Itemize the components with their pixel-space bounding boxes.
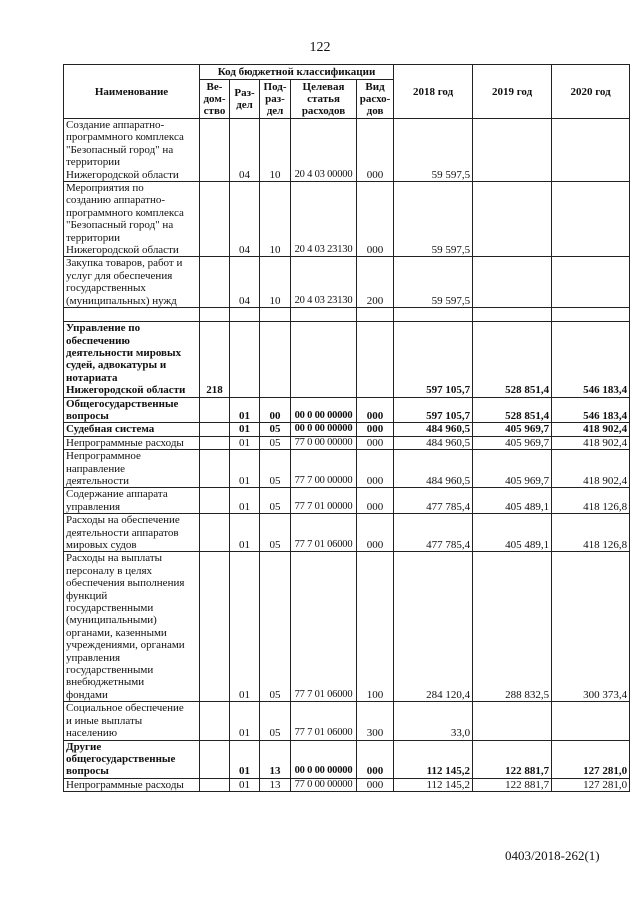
cell-podrazdel: 05 [260, 450, 291, 488]
cell-podrazdel: 00 [260, 397, 291, 423]
cell-2018: 484 960,5 [394, 436, 473, 449]
header-name: Наименование [64, 65, 200, 119]
spacer-cell [357, 308, 394, 322]
cell-podrazdel: 05 [260, 552, 291, 702]
cell-2018: 484 960,5 [394, 423, 473, 436]
header-ved: Ве- дом- ство [200, 80, 230, 119]
cell-name: Расходы на обеспечение деятельности аппаратов мировых судов [64, 514, 200, 552]
cell-2019 [473, 119, 552, 182]
cell-expense-type: 000 [357, 514, 394, 552]
cell-2020: 418 902,4 [552, 423, 630, 436]
cell-name: Непрограммное направление деятельности [64, 450, 200, 488]
cell-2020: 300 373,4 [552, 552, 630, 702]
cell-podrazdel: 05 [260, 702, 291, 740]
cell-expense-type: 000 [357, 450, 394, 488]
cell-expense-type: 000 [357, 778, 394, 791]
header-2018: 2018 год [394, 65, 473, 119]
cell-ved [200, 450, 230, 488]
cell-target-article: 20 4 03 23130 [291, 182, 357, 257]
cell-2019 [473, 182, 552, 257]
cell-2020: 546 183,4 [552, 397, 630, 423]
header-vid: Вид расхо- дов [357, 80, 394, 119]
cell-ved [200, 397, 230, 423]
spacer-cell [473, 308, 552, 322]
header-razdel: Раз- дел [230, 80, 260, 119]
cell-2018: 112 145,2 [394, 778, 473, 791]
cell-2019: 405 969,7 [473, 436, 552, 449]
cell-razdel: 04 [230, 119, 260, 182]
cell-2019: 405 969,7 [473, 423, 552, 436]
header-2019: 2019 год [473, 65, 552, 119]
cell-razdel [230, 322, 260, 397]
cell-target-article: 77 0 00 00000 [291, 778, 357, 791]
cell-razdel: 01 [230, 397, 260, 423]
cell-expense-type: 000 [357, 397, 394, 423]
page-number: 122 [309, 40, 331, 55]
cell-podrazdel: 05 [260, 514, 291, 552]
cell-expense-type: 000 [357, 119, 394, 182]
cell-razdel: 01 [230, 436, 260, 449]
cell-target-article: 77 7 01 06000 [291, 514, 357, 552]
header-2020: 2020 год [552, 65, 630, 119]
cell-2018: 33,0 [394, 702, 473, 740]
cell-razdel: 04 [230, 257, 260, 308]
cell-2020: 418 902,4 [552, 436, 630, 449]
cell-ved [200, 423, 230, 436]
cell-podrazdel [260, 322, 291, 397]
spacer-cell [64, 308, 200, 322]
cell-2020 [552, 119, 630, 182]
document-code: 0403/2018-262(1) [505, 848, 600, 863]
table-row [64, 740, 630, 778]
cell-razdel: 01 [230, 778, 260, 791]
cell-target-article: 77 0 00 00000 [291, 436, 357, 449]
cell-podrazdel: 10 [260, 257, 291, 308]
cell-razdel: 01 [230, 740, 260, 778]
cell-2020: 418 126,8 [552, 514, 630, 552]
cell-razdel: 04 [230, 182, 260, 257]
cell-expense-type: 200 [357, 257, 394, 308]
cell-expense-type: 300 [357, 702, 394, 740]
table-row [64, 488, 630, 514]
cell-podrazdel: 10 [260, 182, 291, 257]
table-row [64, 257, 630, 308]
header-podrazdel: Под- раз- дел [260, 80, 291, 119]
table-row [64, 119, 630, 182]
cell-ved [200, 552, 230, 702]
cell-name: Общегосударственные вопросы [64, 397, 200, 423]
cell-expense-type [357, 322, 394, 397]
spacer-row [64, 308, 630, 322]
cell-2019 [473, 702, 552, 740]
header-classification-group: Код бюджетной классификации [200, 65, 394, 80]
budget-body [64, 119, 630, 792]
cell-2018: 484 960,5 [394, 450, 473, 488]
cell-name: Закупка товаров, работ и услуг для обеспечения государственных (муниципальных) нужд [64, 257, 200, 308]
cell-ved [200, 740, 230, 778]
cell-target-article: 77 7 01 06000 [291, 702, 357, 740]
cell-name: Мероприятия по созданию аппаратно- программного комплекса "Безопасный город" на территории Нижегородской области [64, 182, 200, 257]
cell-name: Социальное обеспечение и иные выплаты населению [64, 702, 200, 740]
cell-razdel: 01 [230, 450, 260, 488]
cell-2020 [552, 702, 630, 740]
cell-2018: 597 105,7 [394, 397, 473, 423]
spacer-cell [394, 308, 473, 322]
cell-podrazdel: 13 [260, 740, 291, 778]
table-row [64, 778, 630, 791]
cell-ved [200, 488, 230, 514]
cell-2020: 127 281,0 [552, 778, 630, 791]
cell-2018: 112 145,2 [394, 740, 473, 778]
cell-target-article: 00 0 00 00000 [291, 740, 357, 778]
cell-2018: 59 597,5 [394, 257, 473, 308]
header-row-1 [64, 65, 630, 80]
cell-2018: 597 105,7 [394, 322, 473, 397]
spacer-cell [230, 308, 260, 322]
cell-2020 [552, 182, 630, 257]
cell-2018: 477 785,4 [394, 514, 473, 552]
cell-ved [200, 182, 230, 257]
cell-podrazdel: 10 [260, 119, 291, 182]
table-row [64, 702, 630, 740]
cell-target-article: 20 4 03 23130 [291, 257, 357, 308]
cell-name: Управление по обеспечению деятельности мировых судей, адвокатуры и нотариата Нижегородской области [64, 322, 200, 397]
cell-name: Непрограммные расходы [64, 778, 200, 791]
table-row [64, 322, 630, 397]
cell-target-article: 77 7 00 00000 [291, 450, 357, 488]
cell-2019: 528 851,4 [473, 322, 552, 397]
cell-razdel: 01 [230, 552, 260, 702]
cell-podrazdel: 05 [260, 488, 291, 514]
cell-expense-type: 000 [357, 436, 394, 449]
cell-2019: 122 881,7 [473, 778, 552, 791]
cell-target-article: 20 4 03 00000 [291, 119, 357, 182]
cell-ved [200, 257, 230, 308]
table-row [64, 397, 630, 423]
cell-expense-type: 100 [357, 552, 394, 702]
cell-razdel: 01 [230, 702, 260, 740]
cell-2018: 477 785,4 [394, 488, 473, 514]
cell-name: Непрограммные расходы [64, 436, 200, 449]
cell-2019 [473, 257, 552, 308]
cell-expense-type: 000 [357, 488, 394, 514]
cell-name: Создание аппаратно- программного комплекса "Безопасный город" на территории Нижегородской области [64, 119, 200, 182]
spacer-cell [260, 308, 291, 322]
table-row [64, 552, 630, 702]
cell-podrazdel: 05 [260, 423, 291, 436]
cell-podrazdel: 05 [260, 436, 291, 449]
cell-razdel: 01 [230, 488, 260, 514]
cell-expense-type: 000 [357, 423, 394, 436]
cell-2020: 418 126,8 [552, 488, 630, 514]
cell-ved [200, 514, 230, 552]
cell-2018: 59 597,5 [394, 182, 473, 257]
cell-2019: 288 832,5 [473, 552, 552, 702]
cell-expense-type: 000 [357, 740, 394, 778]
cell-2019: 405 489,1 [473, 488, 552, 514]
spacer-cell [200, 308, 230, 322]
cell-name: Другие общегосударственные вопросы [64, 740, 200, 778]
table-row [64, 423, 630, 436]
cell-2018: 284 120,4 [394, 552, 473, 702]
cell-razdel: 01 [230, 514, 260, 552]
cell-target-article [291, 322, 357, 397]
cell-ved [200, 702, 230, 740]
cell-2020: 546 183,4 [552, 322, 630, 397]
cell-name: Расходы на выплаты персоналу в целях обеспечения выполнения функций государственными (муниципальными) органами, казенными учреждениями, органами управления государственными внебюджетными фондами [64, 552, 200, 702]
table-row [64, 436, 630, 449]
cell-2019: 122 881,7 [473, 740, 552, 778]
cell-2020: 127 281,0 [552, 740, 630, 778]
spacer-cell [291, 308, 357, 322]
cell-ved [200, 436, 230, 449]
table-row [64, 450, 630, 488]
table-row [64, 514, 630, 552]
header-celevaya: Целевая статья расходов [291, 80, 357, 119]
cell-2020 [552, 257, 630, 308]
cell-2019: 528 851,4 [473, 397, 552, 423]
table-row [64, 182, 630, 257]
budget-table [63, 64, 630, 792]
cell-2019: 405 489,1 [473, 514, 552, 552]
cell-2018: 59 597,5 [394, 119, 473, 182]
cell-expense-type: 000 [357, 182, 394, 257]
cell-ved: 218 [200, 322, 230, 397]
cell-podrazdel: 13 [260, 778, 291, 791]
cell-target-article: 77 7 01 06000 [291, 552, 357, 702]
cell-2020: 418 902,4 [552, 450, 630, 488]
cell-target-article: 00 0 00 00000 [291, 423, 357, 436]
cell-name: Судебная система [64, 423, 200, 436]
cell-ved [200, 778, 230, 791]
cell-ved [200, 119, 230, 182]
cell-target-article: 77 7 01 00000 [291, 488, 357, 514]
cell-2019: 405 969,7 [473, 450, 552, 488]
cell-razdel: 01 [230, 423, 260, 436]
cell-target-article: 00 0 00 00000 [291, 397, 357, 423]
cell-name: Содержание аппарата управления [64, 488, 200, 514]
spacer-cell [552, 308, 630, 322]
